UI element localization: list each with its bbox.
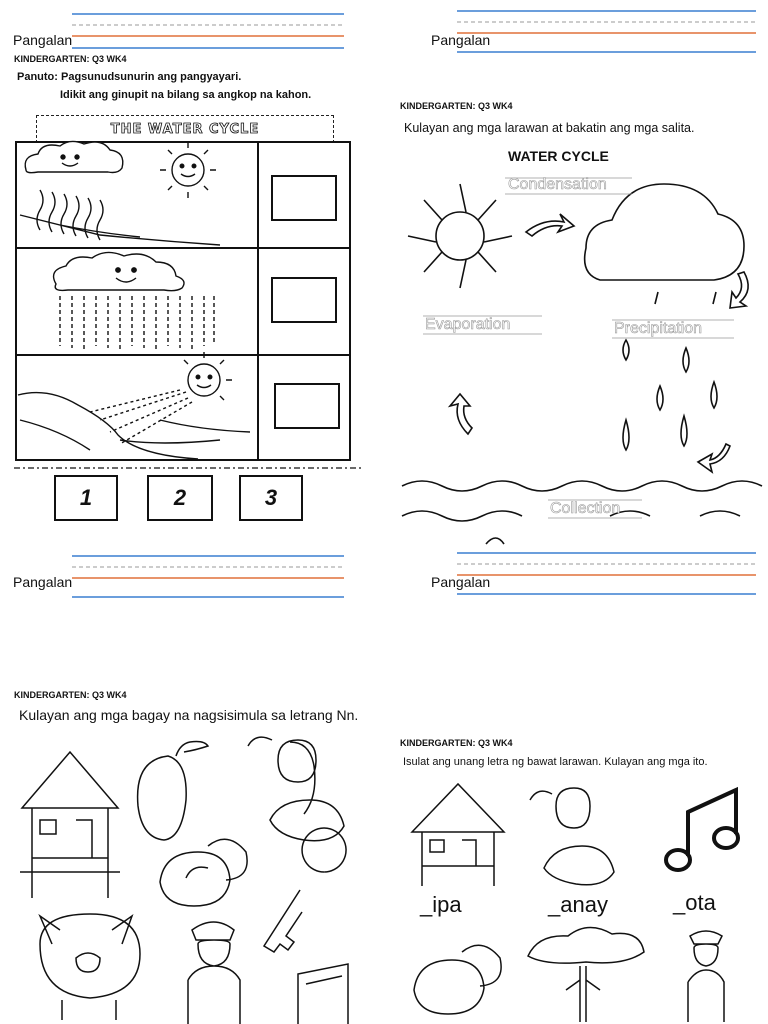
note-head (666, 850, 690, 870)
name-label: Pangalan (13, 32, 73, 48)
coconut-picture (160, 839, 247, 906)
note-picture (298, 964, 348, 1024)
nipa-hut-picture (20, 752, 120, 898)
note-head (714, 828, 738, 848)
trace-word: Precipitation (614, 320, 703, 337)
nurse-picture (188, 922, 240, 1024)
grade-week-label: KINDERGARTEN: Q3 WK4 (400, 738, 513, 748)
instruction-line-2: Idikit ang ginupit na bilang sa angkop na kahon. (60, 89, 312, 101)
nurse-picture (688, 931, 724, 1022)
instruction: Kulayan ang mga bagay na nagsisimula sa letrang Nn. (19, 707, 359, 723)
instruction: Isulat ang unang letra ng bawat larawan. Kulayan ang mga ito. (403, 756, 708, 768)
tree-picture (528, 927, 644, 1022)
blank-word: _anay (548, 892, 608, 917)
water-cycle-banner: THE WATER CYCLE (36, 115, 334, 143)
trace-word: Collection (550, 500, 621, 517)
name-label: Pangalan (431, 574, 491, 590)
mango-picture (138, 742, 208, 841)
name-label: Pangalan (13, 574, 73, 590)
cutout-number: 1 (79, 485, 93, 510)
pig-picture (40, 914, 140, 1020)
trace-word: Evaporation (425, 316, 511, 333)
name-label: Pangalan (431, 32, 491, 48)
blank-word: _ipa (420, 892, 462, 917)
mother-baby-picture (530, 788, 614, 885)
grade-week-label: KINDERGARTEN: Q3 WK4 (14, 690, 127, 700)
grade-week-label: KINDERGARTEN: Q3 WK4 (14, 54, 127, 64)
cutout-number: 3 (264, 485, 278, 510)
grade-week-label: KINDERGARTEN: Q3 WK4 (400, 101, 513, 111)
instruction-line-1: Panuto: Pagsunudsunurin ang pangyayari. (17, 71, 242, 83)
mother-baby-picture (248, 737, 344, 841)
coconut-picture (414, 945, 501, 1014)
blank-word: _ota (673, 890, 716, 915)
key-picture (264, 828, 346, 952)
nipa-hut-picture (412, 784, 504, 886)
instruction: Kulayan ang mga larawan at bakatin ang mga salita. (404, 121, 695, 135)
worksheet-title: WATER CYCLE (508, 148, 609, 164)
music-note-picture (688, 790, 736, 856)
trace-word: Condensation (508, 176, 607, 193)
cutout-number: 2 (173, 485, 187, 510)
